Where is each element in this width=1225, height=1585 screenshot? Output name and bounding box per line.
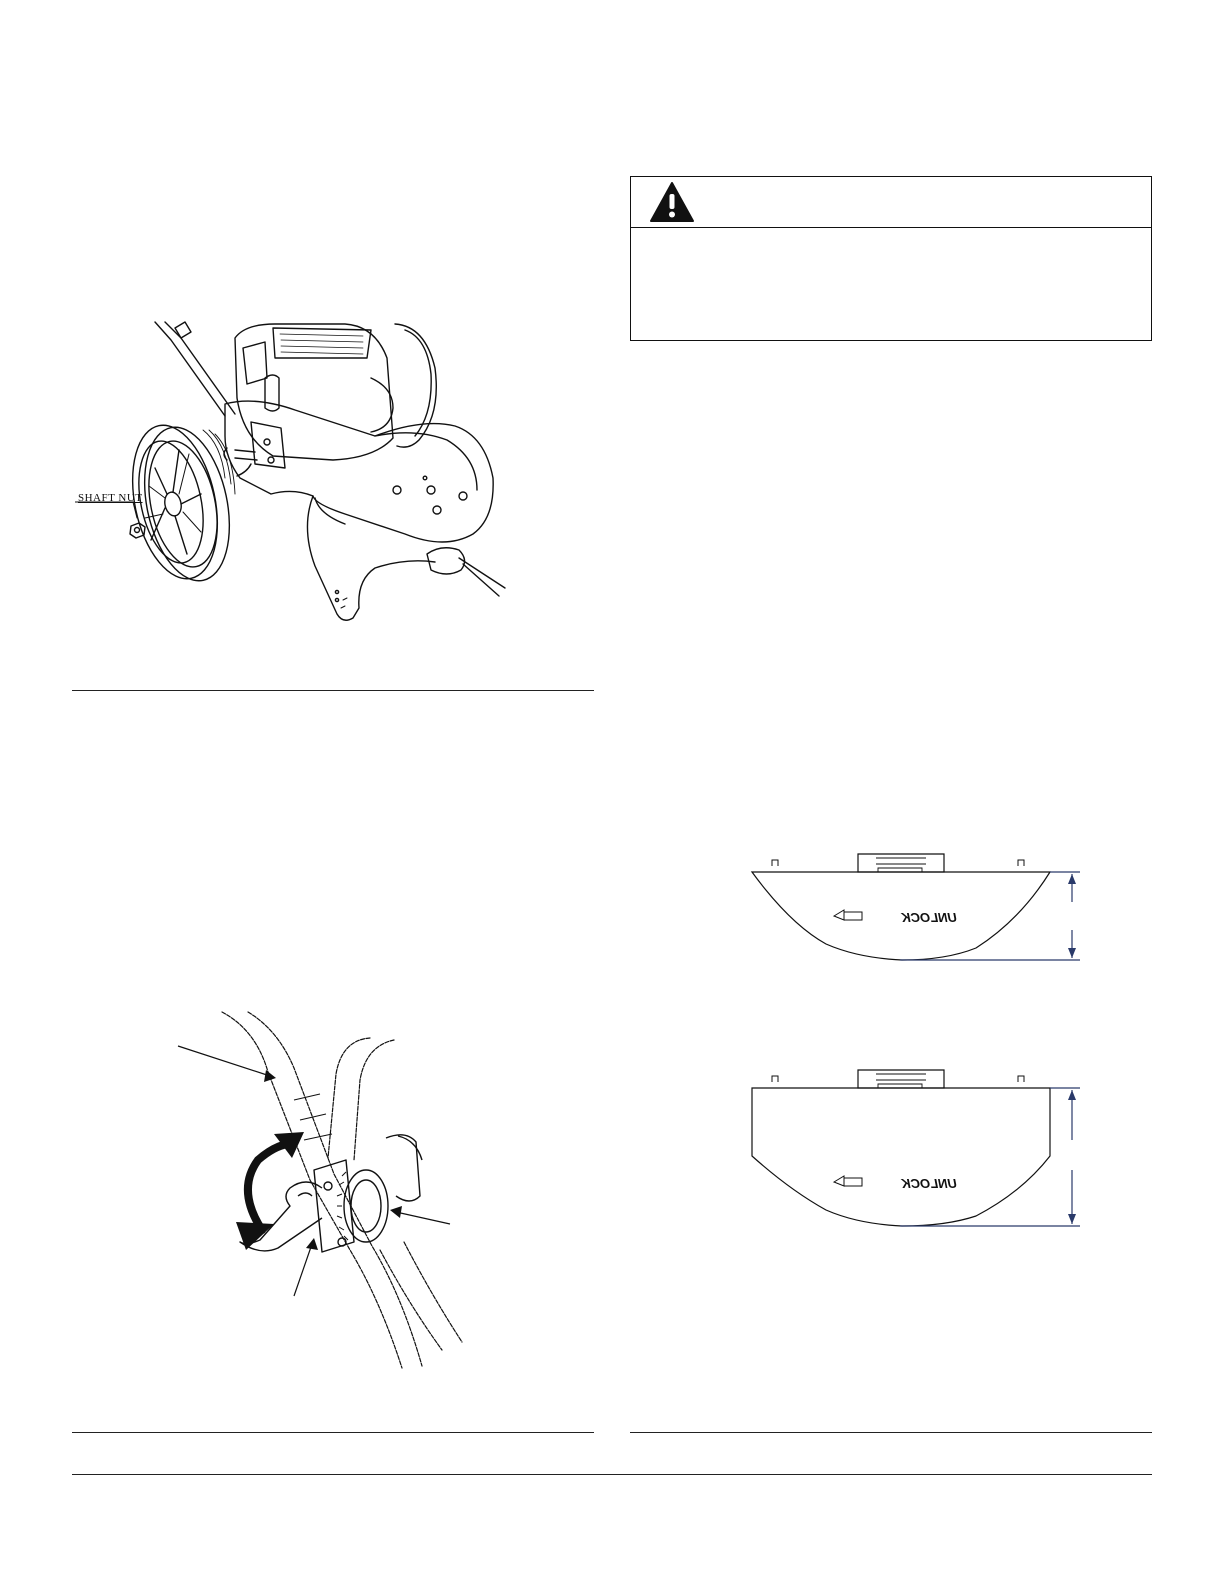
page-footer-rule [72,1474,1152,1475]
section-divider-left-bottom [72,1432,594,1433]
warning-header [631,177,1151,228]
section-divider-right-bottom [630,1432,1152,1433]
section-divider-figure1 [72,690,594,691]
guard-figure-lower [750,1066,1100,1238]
guard-unlock-text-lower: UNLOCK [901,1176,957,1191]
shaft-nut-label: SHAFT NUT [78,492,143,504]
warning-box [630,176,1152,341]
guard-figure-upper [750,850,1100,970]
handle-adjustment-figure [170,1010,470,1382]
warning-triangle-icon [649,181,695,223]
guard-unlock-text-upper: UNLOCK [901,910,957,925]
wheel-assembly-figure [75,318,525,648]
